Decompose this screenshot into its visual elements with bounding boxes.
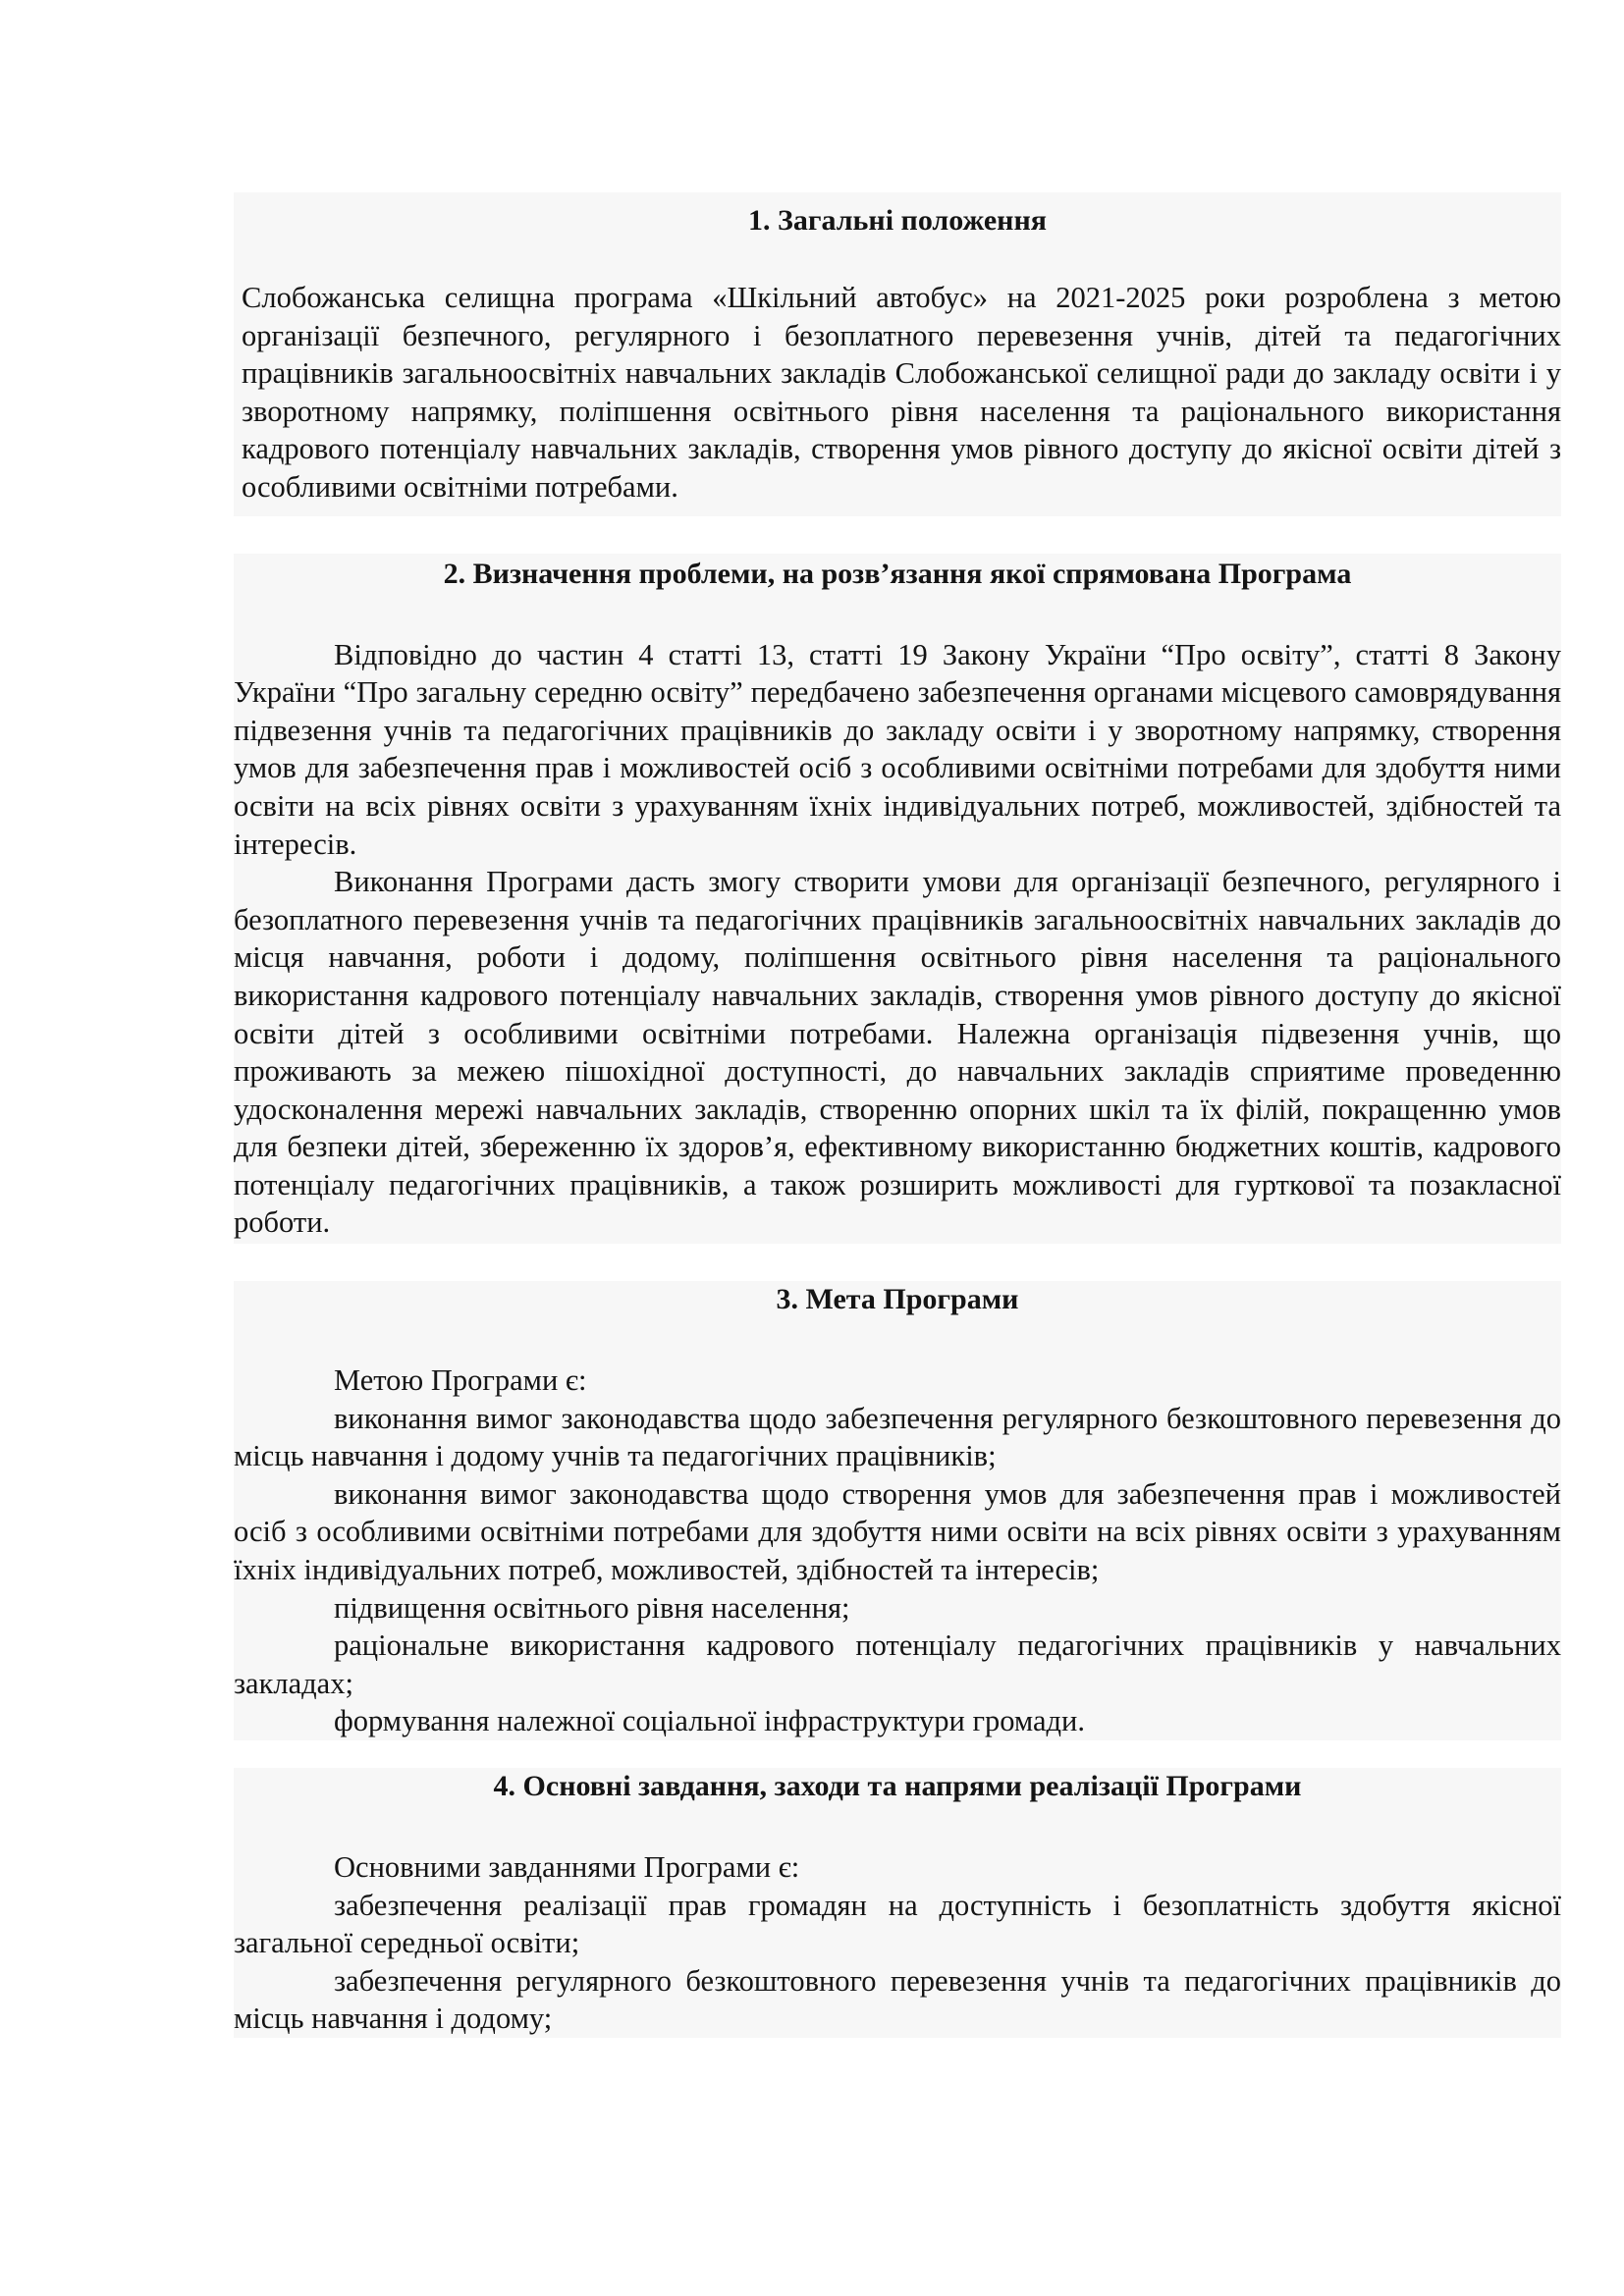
section-3-item: виконання вимог законодавства щодо забезпечення регулярного безкоштовного перевезення до місць навчання і додому учнів та педагогічних працівників;	[234, 1401, 1561, 1473]
section-3-item: виконання вимог законодавства щодо створення умов для забезпечення прав і можливостей осіб з особливими освітніми потребами для здобуття ними освіти на всіх рівнях освіти з урахуванням їхніх індивідуальних потреб, можливостей, здібностей та інтересів;	[234, 1476, 1561, 1587]
section-1-paragraph: Слобожанська селищна програма «Шкільний автобус» на 2021-2025 роки розроблена з метою організації безпечного, регулярного і безоплатного перевезення учнів, дітей та педагогічних працівників загальноосвітніх навчальних закладів Слобожанської селищної ради до закладу освіти і у зворотному напрямку, поліпшення освітнього рівня населення та раціонального використання кадрового потенціалу навчальних закладів, створення умов рівного доступу до якісної освіти дітей з особливими освітніми потребами.	[242, 281, 1561, 504]
section-3-item: формування належної соціальної інфраструктури громади.	[334, 1704, 1086, 1738]
section-3-item: раціональне використання кадрового потенціалу педагогічних працівників у навчальних закладах;	[234, 1629, 1561, 1700]
section-2-paragraph-2: Виконання Програми дасть змогу створити умови для організації безпечного, регулярного і безоплатного перевезення учнів та педагогічних працівників загальноосвітніх навчальних закладів до місця навчання, роботи і додому, поліпшення освітнього рівня населення та раціонального використання кадрового потенціалу навчальних закладів, створення умов рівного доступу до якісної освіти дітей з особливими освітніми потребами. Належна організація підвезення учнів, що проживають за межею пішохідної доступності, до навчальних закладів сприятиме проведенню удосконалення мережі навчальних закладів, створенню опорних шкіл та їх філій, покращенню умов для безпеки дітей, збереженню їх здоров’я, ефективному використанню бюджетних коштів, кадрового потенціалу педагогічних працівників, а також розширить можливості для гурткової та позакласної роботи.	[234, 865, 1561, 1240]
section-4-item: забезпечення регулярного безкоштовного перевезення учнів та педагогічних працівників до місць навчання і додому;	[234, 1963, 1561, 2036]
section-3-item: підвищення освітнього рівня населення;	[334, 1590, 850, 1625]
section-2-heading: 2. Визначення проблеми, на розв’язання якої спрямована Програма	[443, 557, 1352, 590]
section-4-heading: 4. Основні завдання, заходи та напрями реалізації Програми	[493, 1770, 1302, 1802]
section-4-intro: Основними завданнями Програми є:	[334, 1850, 800, 1884]
section-1	[234, 192, 1561, 516]
section-4-item: забезпечення реалізації прав громадян на доступність і безоплатність здобуття якісної загальної середньої освіти;	[234, 1888, 1561, 1960]
section-3-intro: Метою Програми є:	[334, 1363, 587, 1398]
section-2	[234, 554, 1561, 1245]
section-4	[234, 1768, 1561, 2038]
section-3	[234, 1281, 1561, 1740]
document-page	[234, 192, 1561, 2038]
section-2-paragraph-1: Відповідно до частин 4 статті 13, статті 19 Закону України “Про освіту”, статті 8 Закону України “Про загальну середню освіту” передбачено забезпечення органами місцевого самоврядування підвезення учнів та педагогічних працівників до закладу освіти і у зворотному напрямку, створення умов для забезпечення прав і можливостей осіб з особливими освітніми потребами для здобуття ними освіти на всіх рівнях освіти з урахуванням їхніх індивідуальних потреб, можливостей, здібностей та інтересів.	[234, 637, 1561, 861]
section-3-heading: 3. Мета Програми	[776, 1283, 1019, 1316]
section-1-heading: 1. Загальні положення	[748, 204, 1047, 237]
